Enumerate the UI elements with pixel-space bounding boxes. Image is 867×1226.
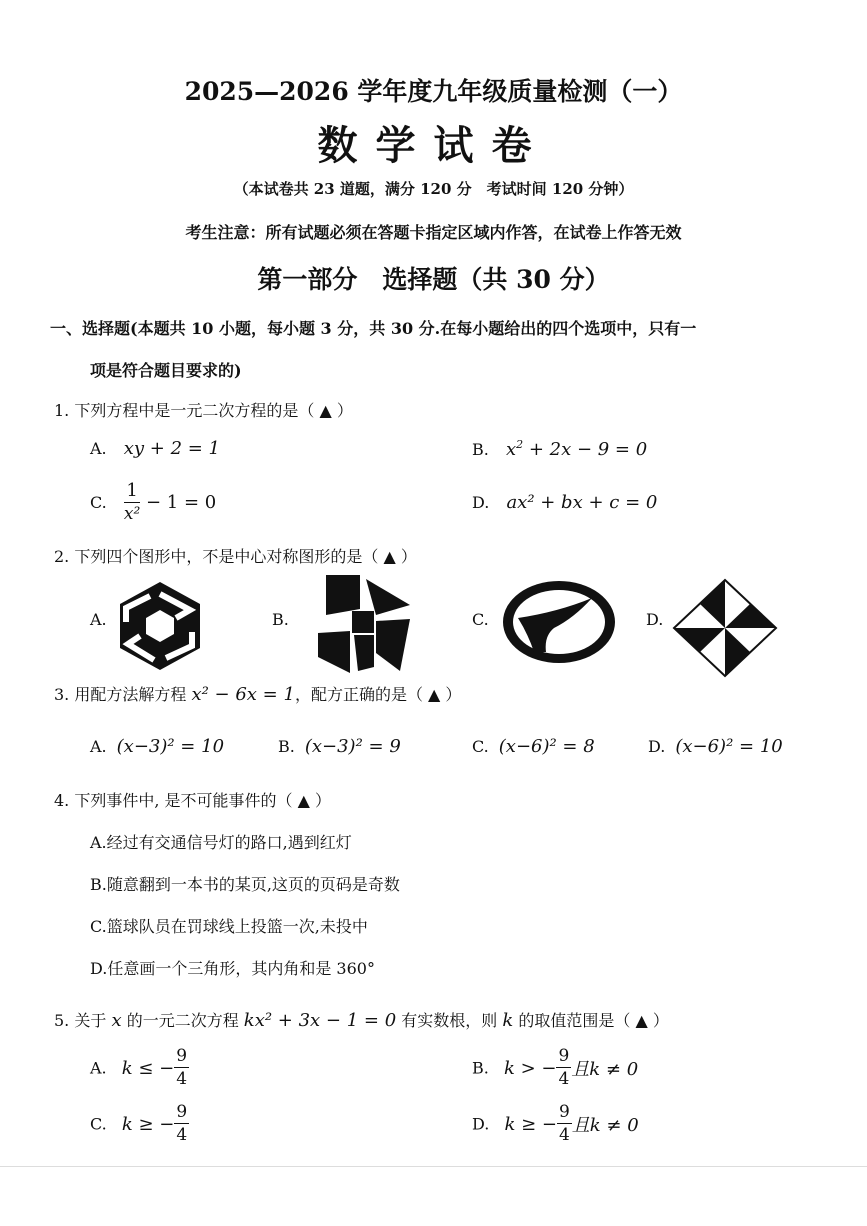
q1-b-text: $x^2 + 2x - 9 = 0$	[505, 438, 648, 460]
q5-option-c: C. k ≥ − $\frac{9}{4}$	[90, 1102, 188, 1145]
q4-option-a: A.经过有交通信号灯的路口,遇到红灯	[90, 833, 352, 852]
q5-option-a: A. k ≤ − $\frac{9}{4}$	[90, 1046, 188, 1089]
q1-d-label: D.	[472, 493, 490, 512]
q3-stem: 3. 用配方法解方程 x² − 6x = 1，配方正确的是（ ▲ ）	[54, 684, 462, 705]
q4-option-c: C.篮球队员在罚球线上投篮一次,未投中	[90, 917, 368, 936]
oval-logo-figure	[500, 578, 618, 666]
q1-option-a	[90, 438, 220, 459]
q1-option-b	[472, 438, 647, 460]
q5-option-d: D. k ≥ − $\frac{9}{4}$ 且k ≠ 0	[472, 1102, 639, 1145]
q2-b-label: B.	[272, 610, 289, 629]
section-instruction-line1: 一、选择题(本题共 10 小题，每小题 3 分，共 30 分.在每小题给出的四个选项中，只有一	[50, 319, 697, 338]
q4-stem: 4. 下列事件中, 是不可能事件的（ ▲ ）	[54, 791, 332, 810]
q3-option-d: D. (x−6)² = 10	[648, 736, 783, 757]
q2-c-label: C.	[472, 610, 489, 629]
q1-c-fraction: $\frac{1}{\text{x²}}$	[123, 480, 141, 524]
diamond-pinwheel-figure	[672, 578, 778, 678]
q5-option-b: B. k > − $\frac{9}{4}$ 且k ≠ 0	[472, 1046, 639, 1089]
q1-option-c: C. $\frac{1}{\text{x²}}$ − 1 = 0	[90, 480, 217, 524]
q1-a-text: xy + 2 = 1	[123, 438, 221, 459]
q4-option-b: B.随意翻到一本书的某页,这页的页码是奇数	[90, 875, 400, 894]
q3-option-c: C. (x−6)² = 8	[472, 736, 595, 757]
section-instruction-line2: 项是符合题目要求的)	[90, 361, 242, 380]
q4-option-d: D.任意画一个三角形，其内角和是 360°	[90, 959, 375, 978]
q1-option-d	[472, 492, 657, 513]
exam-title-line: 2025—2026 学年度九年级质量检测（一）	[184, 77, 683, 106]
q1-stem: 1. 下列方程中是一元二次方程的是（ ▲ ）	[54, 401, 353, 420]
part-title: 第一部分 选择题（共 30 分）	[257, 265, 610, 294]
pinwheel-triangles-figure	[314, 575, 412, 673]
hexagon-swirl-figure	[114, 580, 206, 672]
exam-info: （本试卷共 23 道题，满分 120 分 考试时间 120 分钟）	[233, 180, 634, 198]
q1-c-label: C.	[90, 493, 107, 512]
page-bottom-divider	[0, 1166, 867, 1167]
exam-notice: 考生注意：所有试题必须在答题卡指定区域内作答，在试卷上作答无效	[185, 223, 682, 242]
q3-option-a: A. (x−3)² = 10	[90, 736, 225, 757]
q2-stem: 2. 下列四个图形中，不是中心对称图形的是（ ▲ ）	[54, 547, 417, 566]
q2-a-label: A.	[90, 610, 107, 629]
q1-d-text: ax² + bx + c = 0	[506, 492, 658, 513]
subject-title: 数学试卷	[317, 122, 550, 169]
q5-stem: 5. 关于 x 的一元二次方程 kx² + 3x − 1 = 0 有实数根，则 k 的取值范围是（ ▲ ）	[54, 1010, 669, 1031]
q3-option-b: B. (x−3)² = 9	[278, 736, 401, 757]
q1-b-label: B.	[472, 440, 489, 459]
q2-d-label: D.	[646, 610, 664, 629]
q1-a-label: A.	[90, 439, 107, 458]
